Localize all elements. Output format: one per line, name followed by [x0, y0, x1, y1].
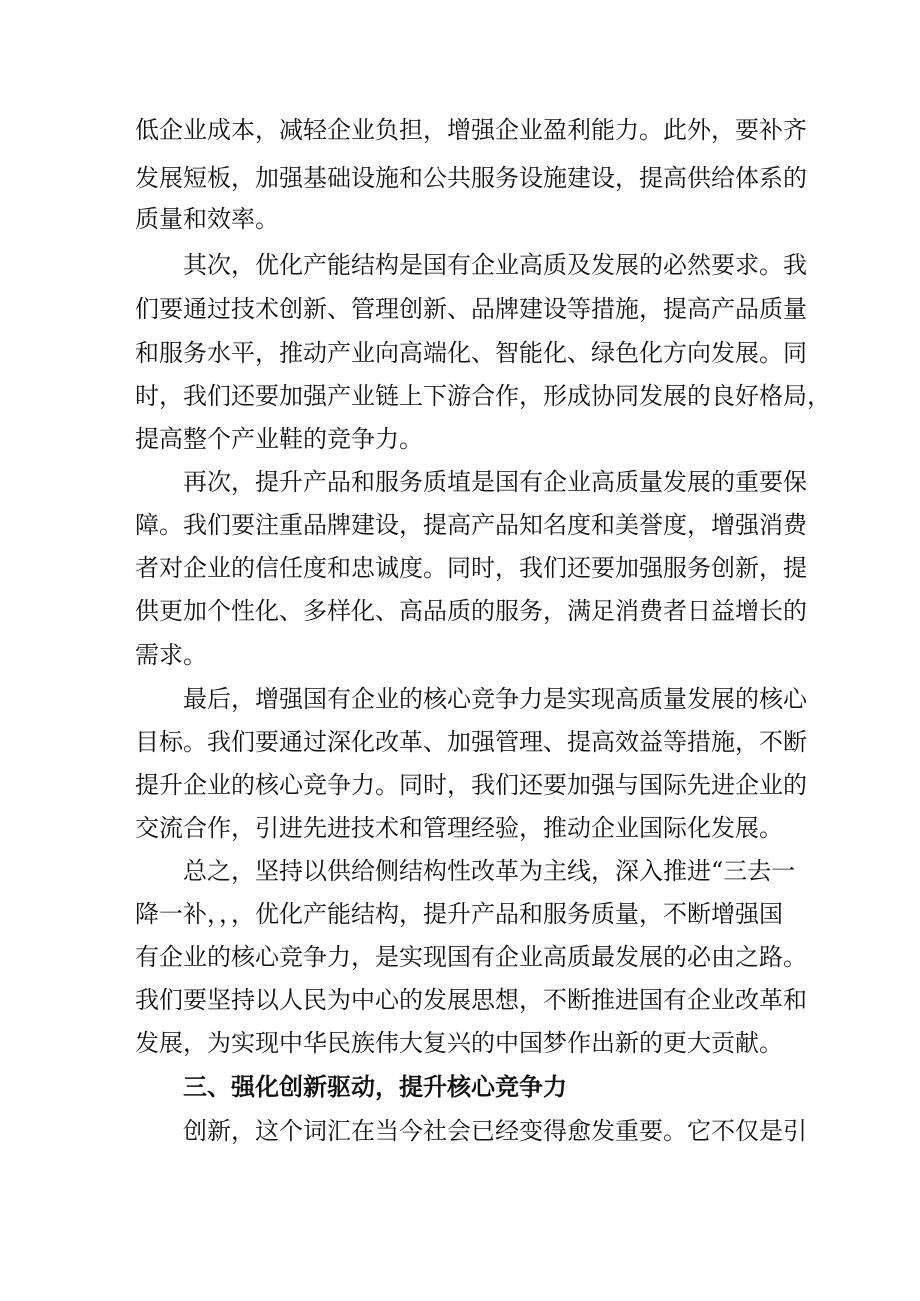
text-line: 降一补，，，优化产能结构，提升产品和服务质量，不断增强国 [135, 900, 783, 928]
text-line: 低企业成本，减轻企业负担，增强企业盈利能力。此外，要补齐 [135, 116, 807, 144]
text-line: 发展，为实现中华民族伟大复兴的中国梦作出新的更大贡献。 [135, 1029, 783, 1057]
text-line: 我们要坚持以人民为中心的发展思想，不断推进国有企业改革和 [135, 986, 807, 1014]
text-line: 提升企业的核心竞争力。同时，我们还要加强与国际先进企业的 [135, 771, 807, 799]
text-line: 质量和效率。 [135, 205, 279, 233]
text-line: 有企业的核心竞争力，是实现国有企业高质最发展的必由之路。 [135, 943, 807, 971]
text-line: 障。我们要注重品牌建设，提高产品知名度和美誉度，增强消费 [135, 511, 807, 539]
text-line: 供更加个性化、多样化、高品质的服务，满足消费者日益增长的 [135, 597, 807, 625]
text-line: 需求。 [135, 641, 207, 669]
text-line: 提高整个产业鞋的竞争力。 [135, 425, 423, 453]
section-heading: 三、强化创新驱动，提升核心竞争力 [183, 1073, 567, 1101]
paragraph-first-line: 总之，坚持以供给侧结构性改革为主线，深入推进“三去一 [183, 857, 796, 885]
text-line: 发展短板，加强基础设施和公共服务设施建设，提高供给体系的 [135, 164, 807, 192]
paragraph-first-line: 创新，这个词汇在当今社会已经变得愈发重要。它不仅是引 [183, 1117, 807, 1145]
text-line: 时，我们还要加强产业链上下游合作，形成协同发展的良好格局， [135, 382, 831, 410]
paragraph-first-line: 最后，增强国有企业的核心竞争力是实现高质量发展的核心 [183, 685, 807, 713]
text-line: 者对企业的信任度和忠诚度。同时，我们还要加强服务创新，提 [135, 554, 807, 582]
text-line: 目标。我们要通过深化改革、加强管理、提高效益等措施，不断 [135, 728, 807, 756]
text-line: 们要通过技术创新、管理创新、品牌建设等措施，提高产品质量 [135, 295, 807, 323]
text-line: 和服务水平，推动产业向高端化、智能化、绿色化方向发展。同 [135, 339, 807, 367]
paragraph-first-line: 其次，优化产能结构是国有企业高质及发展的必然要求。我 [183, 251, 807, 279]
text-line: 交流合作，引进先进技术和管理经验，推动企业国际化发展。 [135, 814, 783, 842]
paragraph-first-line: 再次，提升产品和服务质埴是国有企业高质量发展的重要保 [183, 468, 807, 496]
